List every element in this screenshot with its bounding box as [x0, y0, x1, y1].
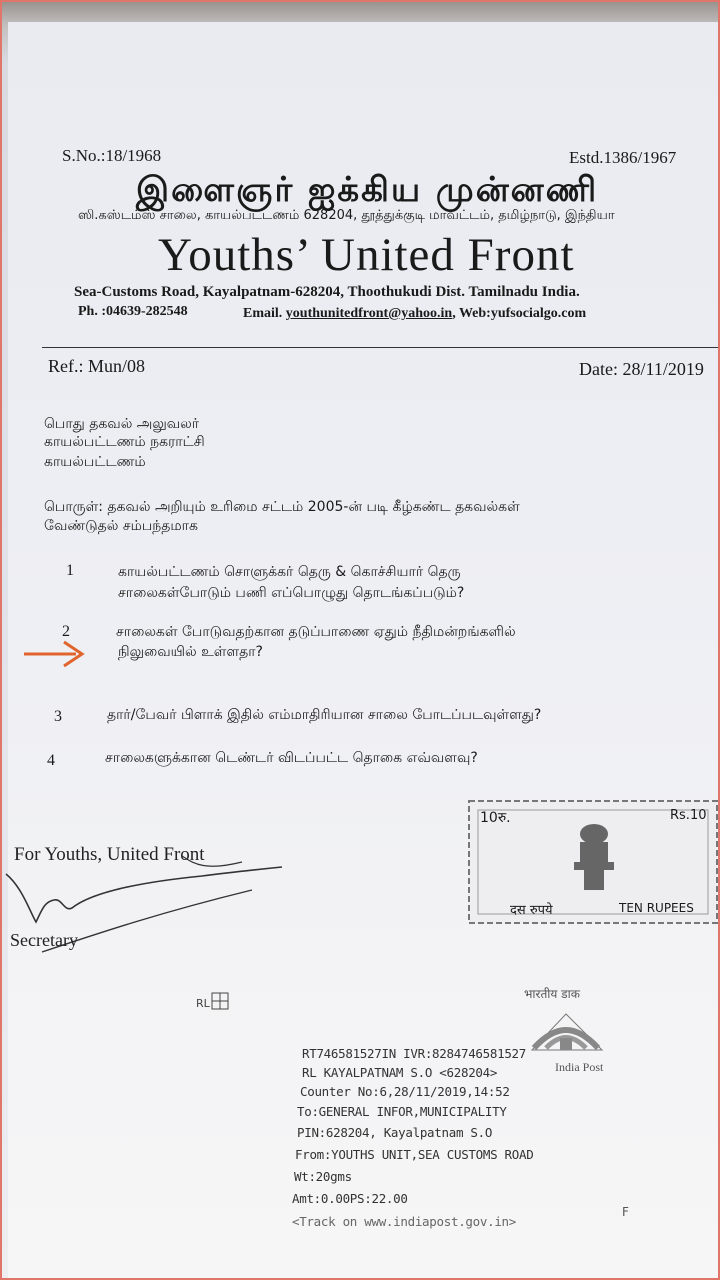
registered-letter-icon [194, 990, 234, 1014]
receipt-line: RL KAYALPATNAM S.O <628204> [302, 1065, 498, 1080]
question-text: தார்/பேவர் பிளாக் இதில் எம்மாதிரியான சாலை போடப்படவுள்ளது? [107, 707, 542, 723]
org-name-english: Youths’ United Front [158, 229, 575, 281]
question-number: 1 [66, 562, 74, 579]
org-phone: Ph. :04639-282548 [78, 304, 188, 319]
org-contact-line [243, 306, 586, 322]
question-number: 3 [54, 708, 62, 725]
receipt-line: <Track on www.indiapost.gov.in> [292, 1214, 516, 1229]
question-text: காயல்பட்டணம் சொளுக்கர் தெரு & கொச்சியார் தெரு [118, 564, 461, 580]
receipt-line: Counter No:6,28/11/2019,14:52 [300, 1084, 510, 1099]
recipient-line: காயல்பட்டணம் [44, 454, 146, 470]
receipt-line: To:GENERAL INFOR,MUNICIPALITY [297, 1104, 507, 1119]
question-text: சாலைகள் போடுவதற்கான தடுப்பாணை ஏதும் நீதிமன்றங்களில் [116, 624, 516, 640]
arrow-right-icon [22, 637, 94, 671]
stamp-value-english: Rs.10 [670, 808, 707, 823]
corner-mark: F [622, 1205, 629, 1219]
letter-date: Date: 28/11/2019 [579, 359, 704, 379]
email-label: Email. [243, 306, 286, 321]
receipt-line: PIN:628204, Kayalpatnam S.O [297, 1125, 493, 1140]
recipient-line: பொது தகவல் அலுவலர் [44, 416, 200, 432]
receipt-line: From:YOUTHS UNIT,SEA CUSTOMS ROAD [295, 1147, 534, 1162]
receipt-line: Wt:20gms [294, 1169, 352, 1184]
subject-line: பொருள்: தகவல் அறியும் உரிமை சட்டம் 2005-ன் படி கீழ்கண்ட தகவல்கள் [44, 499, 520, 515]
question-number: 4 [47, 752, 55, 769]
signature-title: Secretary [10, 930, 78, 950]
question-text: சாலைகள்போடும் பணி எப்பொழுது தொடங்கப்படும்? [118, 585, 465, 601]
india-post-logo-icon [526, 1004, 608, 1056]
reference-number: Ref.: Mun/08 [48, 356, 145, 376]
subject-line: வேண்டுதல் சம்பந்தமாக [44, 518, 198, 534]
stamp-text-english: TEN RUPEES [619, 901, 694, 915]
header-divider [42, 347, 720, 348]
stamp-value-hindi: 10रु. [480, 810, 511, 826]
org-address-tamil: ஸி.கஸ்டம்ஸ் சாலை, காயல்பட்டணம் 628204, தூத்துக்குடி மாவட்டம், தமிழ்நாடு, இந்தியா [78, 208, 615, 223]
receipt-line: Amt:0.00PS:22.00 [292, 1191, 408, 1206]
stamp-text-hindi: दस रुपये [510, 903, 553, 918]
receipt-line: RT746581527IN IVR:8284746581527 [302, 1046, 526, 1061]
india-post-hindi: भारतीय डाक [524, 987, 580, 1001]
handwritten-signature [2, 852, 302, 972]
web-address: , Web:yufsocialgo.com [452, 306, 587, 321]
india-post-label: India Post [555, 1060, 604, 1074]
question-text: நிலுவையில் உள்ளதா? [118, 644, 263, 660]
question-text: சாலைகளுக்கான டெண்டர் விடப்பட்ட தொகை எவ்வளவு? [105, 750, 478, 766]
org-name-tamil: இளைஞர் ஐக்கிய முன்னணி [136, 170, 599, 210]
question-number: 2 [62, 623, 70, 640]
established-year: Estd.1386/1967 [569, 148, 677, 167]
svg-text:RL: RL [196, 997, 210, 1010]
signature-organization: For Youths, United Front [14, 844, 205, 865]
recipient-line: காயல்பட்டணம் நகராட்சி [44, 434, 205, 450]
email-link[interactable]: youthunitedfront@yahoo.in [285, 306, 453, 321]
org-address: Sea-Customs Road, Kayalpatnam-628204, Thoothukudi Dist. Tamilnadu India. [74, 284, 580, 300]
serial-number: S.No.:18/1968 [62, 146, 162, 165]
